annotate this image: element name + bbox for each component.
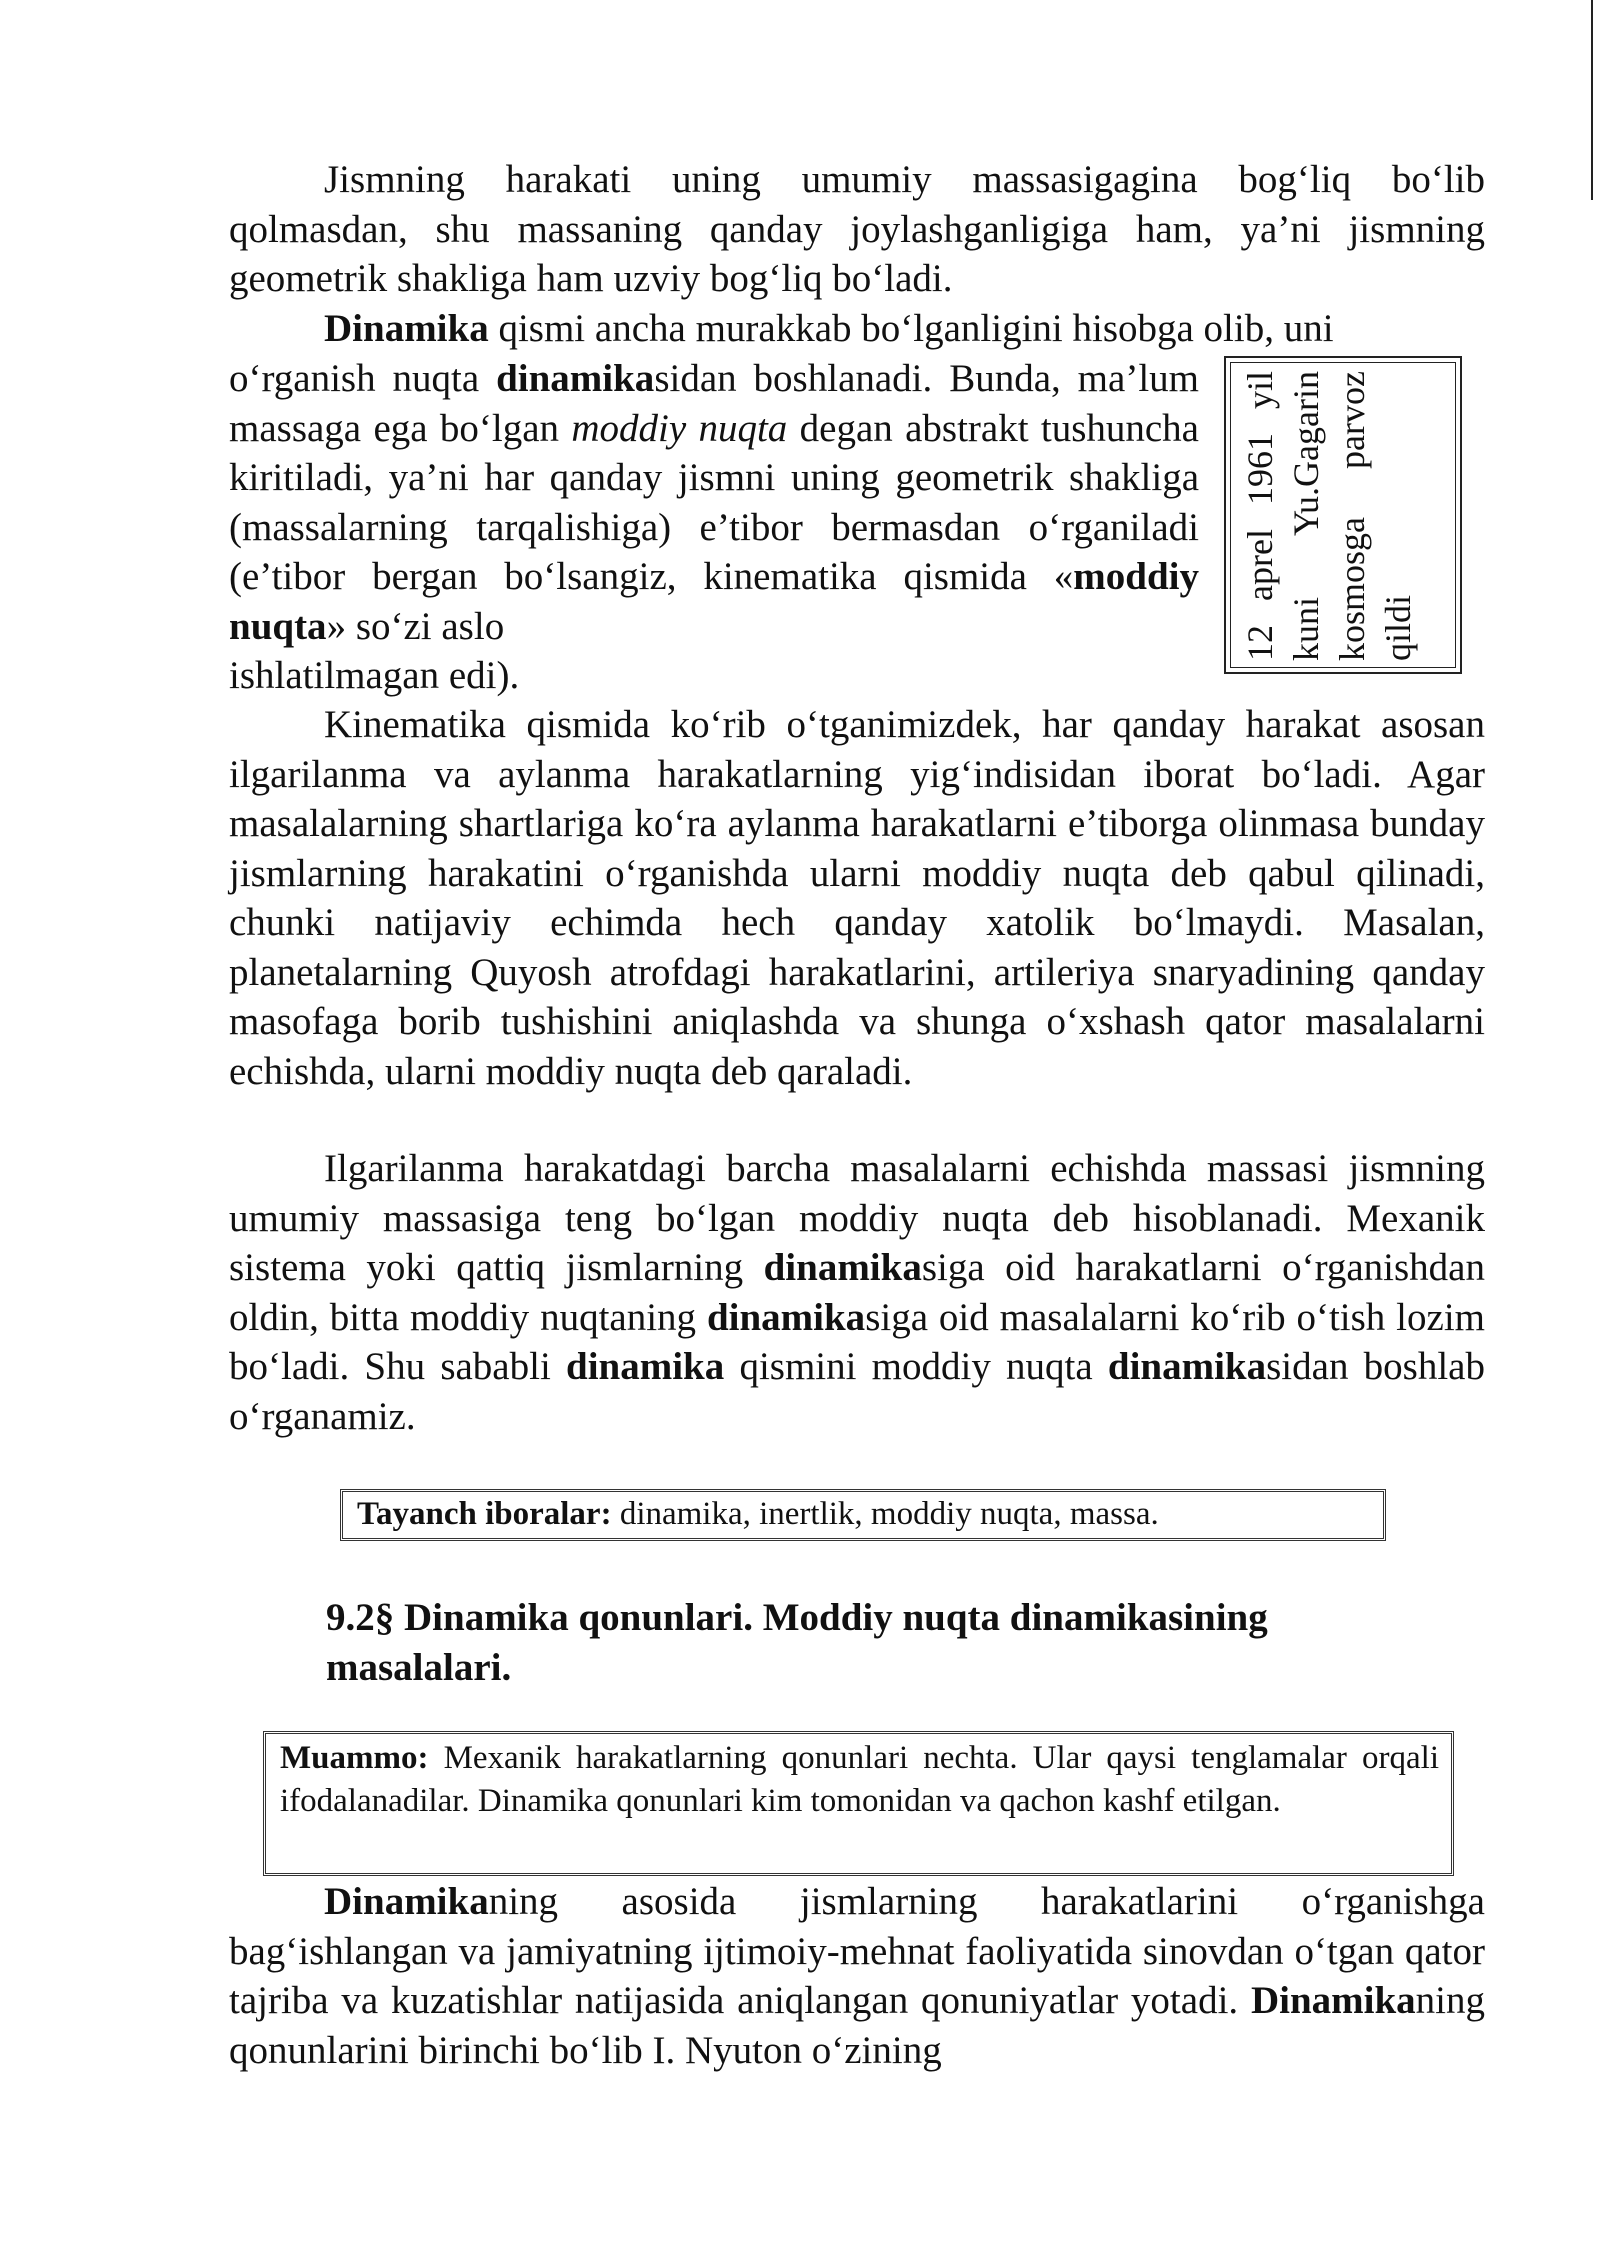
paragraph-2-text: » so‘zi aslo <box>326 604 505 648</box>
term-dinamika: dinamika <box>763 1246 922 1289</box>
sidebar-note-text: 12 aprel 1961 yil kuni Yu.Gagarin kosmosga parvoz qildi <box>1240 371 1418 661</box>
paragraph-4-text: Ilgarilanma harakatdagi barcha masalalarni echishda massasi jismning umumiy massasiga teng bo‘lgan moddiy nuqta deb hisoblanadi. Mexanik sistema yoki qattiq jismlarning <box>229 1147 1485 1289</box>
term-dinamika: Dinamika <box>324 307 489 350</box>
paragraph-4-text: siga oid masalalarni ko‘rib o‘tish lozim bo‘ladi. Shu sababli <box>229 1295 1485 1388</box>
paragraph-5-text: ning asosida jismlarning harakatlarini o‘rganishga bag‘ishlangan va jamiyatning ijtimoiy-mehnat faoliyatida sinovdan o‘tgan qator tajriba va kuzatishlar natijasida aniqlangan qonuniyatlar yotadi. <box>229 1880 1485 2022</box>
paragraph-2-text: degan abstrakt tushuncha kiritiladi, ya’ni har qanday jismni uning geometrik shakliga (massalarning tarqalishiga) e’tibor bermasdan o‘rganiladi (e’tibor bergan bo‘lsangiz, kinematika qismida « <box>229 406 1199 598</box>
paragraph-2-text: o‘rganish nuqta <box>229 357 497 400</box>
term-dinamika: dinamika <box>566 1345 725 1388</box>
keywords-text: dinamika, inertlik, moddiy nuqta, massa. <box>611 1496 1159 1532</box>
paragraph-2-text: qismi ancha murakkab bo‘lganligini hisobga olib, uni <box>488 307 1334 350</box>
keywords-label: Tayanch iboralar: <box>357 1496 612 1532</box>
keywords-box <box>340 1489 1386 1541</box>
paragraph-1 <box>229 155 1485 304</box>
problem-box <box>263 1731 1454 1876</box>
paragraph-4-text: siga oid harakatlarni o‘rganishdan oldin, bitta moddiy nuqtaning <box>229 1246 1485 1339</box>
problem-text: Mexanik harakatlarning qonunlari nechta. Ular qaysi tenglamalar orqali ifodalanadilar. Dinamika qonunlari kim tomonidan va qachon kashf etilgan. <box>280 1740 1439 1819</box>
sidebar-note-inner <box>1230 362 1456 668</box>
term-dinamika: dinamika <box>1107 1345 1267 1388</box>
term-dinamika: dinamika <box>496 357 655 400</box>
paragraph-2-text: ishlatilmagan edi). <box>229 654 520 697</box>
sidebar-note-box <box>1224 356 1462 674</box>
paragraph-4-text: qismini moddiy nuqta <box>724 1345 1108 1388</box>
paragraph-2-text: sidan boshlanadi. Bunda, ma’lum massaga ega bo‘lgan <box>229 357 1199 450</box>
paragraph-4-text: sidan boshlab o‘rganamiz. <box>229 1345 1485 1438</box>
paragraph-2-line-1 <box>229 304 1485 354</box>
paragraph-3-text: Kinematika qismida ko‘rib o‘tganimizdek, har qanday harakat asosan ilgarilanma va aylanma harakatlarning yig‘indisidan iborat bo‘ladi. Agar masalalarning shartlariga ko‘ra aylanma harakatlarni e’tiborga olinmasa bunday jismlarning harakatini o‘rganishda ularni moddiy nuqta deb qabul qilinadi, chunki natijaviy echimda hech qanday xatolik bo‘lmaydi. Masalan, planetalarning Quyosh atrofdagi harakatlarini, artileriya snaryadining qanday masofaga borib tushishini aniqlashda va shunga o‘xshash qator masalalarni echishda, ularni moddiy nuqta deb qaraladi. <box>229 703 1485 1093</box>
paragraph-1-text: Jismning harakati uning umumiy massasigagina bog‘liq bo‘lib qolmasdan, shu massaning qanday joylashganligiga ham, ya’ni jismning geometrik shakliga ham uzviy bog‘liq bo‘ladi. <box>229 158 1485 300</box>
paragraph-5-text: ning qonunlarini birinchi bo‘lib I. Nyuton o‘zining <box>229 1979 1485 2072</box>
section-heading-line-2: masalalari. <box>326 1646 512 1689</box>
problem-label: Muammo: <box>280 1740 429 1776</box>
section-heading <box>326 1593 1476 1693</box>
paragraph-3 <box>229 700 1485 1096</box>
page-edge-line <box>1591 0 1593 200</box>
term-dinamika: Dinamika <box>1250 1979 1416 2022</box>
term-dinamika: Dinamika <box>324 1880 489 1923</box>
paragraph-5 <box>229 1877 1485 2075</box>
term-dinamika: dinamika <box>706 1295 866 1339</box>
paragraph-4 <box>229 1144 1485 1441</box>
term-moddiy-nuqta: moddiy nuqta <box>571 406 788 450</box>
term-moddiy-nuqta-bold: moddiy nuqta <box>229 555 1199 648</box>
paragraph-2-body <box>229 354 1199 651</box>
section-heading-line-1: 9.2§ Dinamika qonunlari. Moddiy nuqta dinamikasining <box>326 1596 1268 1639</box>
